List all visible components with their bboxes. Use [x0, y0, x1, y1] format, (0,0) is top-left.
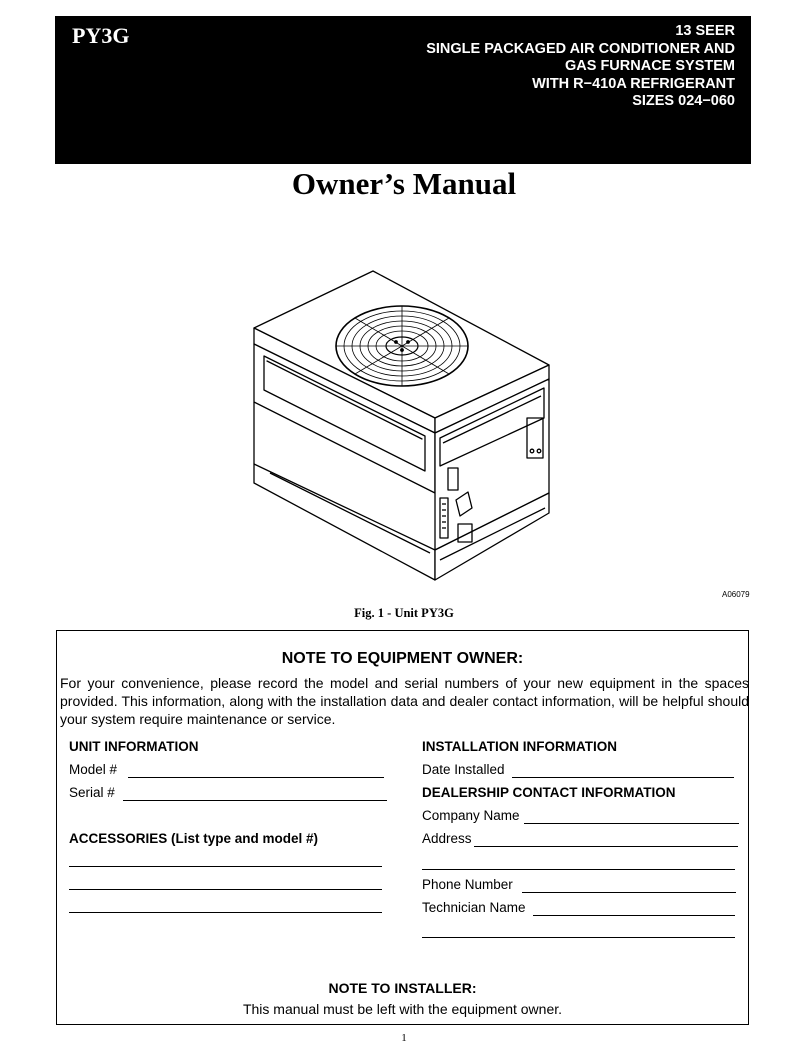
model-code: PY3G — [72, 23, 130, 48]
accessory-field[interactable] — [69, 866, 382, 867]
model-label: Model # — [69, 762, 118, 777]
owner-note-box — [56, 630, 749, 1025]
note-paragraph: For your convenience, please record the model and serial numbers of your new equipment in the spaces provided. This information, along with the installation data and dealer contact information, will be helpful should your system require maintenance or service. — [60, 675, 749, 727]
technician-extra-field[interactable] — [422, 937, 735, 938]
note-title: NOTE TO EQUIPMENT OWNER: — [281, 650, 524, 667]
company-name-field[interactable] — [524, 823, 739, 824]
serial-field[interactable] — [123, 800, 387, 801]
address-label: Address — [422, 831, 472, 846]
header-line: SIZES 024−060 — [632, 93, 735, 109]
dealership-heading: DEALERSHIP CONTACT INFORMATION — [422, 785, 676, 800]
company-name-label: Company Name — [422, 808, 520, 823]
page-title: Owner’s Manual — [291, 166, 517, 201]
page-number: 1 — [401, 1032, 407, 1044]
date-installed-field[interactable] — [512, 777, 734, 778]
header-banner — [55, 16, 751, 164]
technician-name-label: Technician Name — [422, 900, 526, 915]
model-field[interactable] — [128, 777, 384, 778]
header-line: 13 SEER — [675, 23, 735, 39]
header-line: WITH R−410A REFRIGERANT — [532, 75, 735, 92]
product-description — [426, 23, 735, 111]
address-field[interactable] — [474, 846, 738, 847]
serial-label: Serial # — [69, 785, 115, 800]
phone-number-field[interactable] — [522, 892, 736, 893]
figure-caption: Fig. 1 - Unit PY3G — [354, 606, 454, 620]
header-line: GAS FURNACE SYSTEM — [565, 58, 735, 74]
phone-number-label: Phone Number — [422, 877, 513, 892]
figure-code: A06079 — [722, 590, 750, 599]
installer-note-title: NOTE TO INSTALLER: — [328, 980, 477, 996]
accessories-heading: ACCESSORIES (List type and model #) — [69, 831, 319, 846]
accessory-field[interactable] — [69, 912, 382, 913]
installation-heading: INSTALLATION INFORMATION — [422, 739, 617, 754]
header-line: SINGLE PACKAGED AIR CONDITIONER AND — [426, 40, 735, 57]
date-installed-label: Date Installed — [422, 762, 505, 777]
address-field[interactable] — [422, 869, 735, 870]
unit-information-heading: UNIT INFORMATION — [69, 739, 199, 754]
installer-note-text: This manual must be left with the equipment owner. — [242, 1001, 563, 1017]
technician-name-field[interactable] — [533, 915, 735, 916]
unit-illustration — [240, 268, 560, 588]
accessory-field[interactable] — [69, 889, 382, 890]
